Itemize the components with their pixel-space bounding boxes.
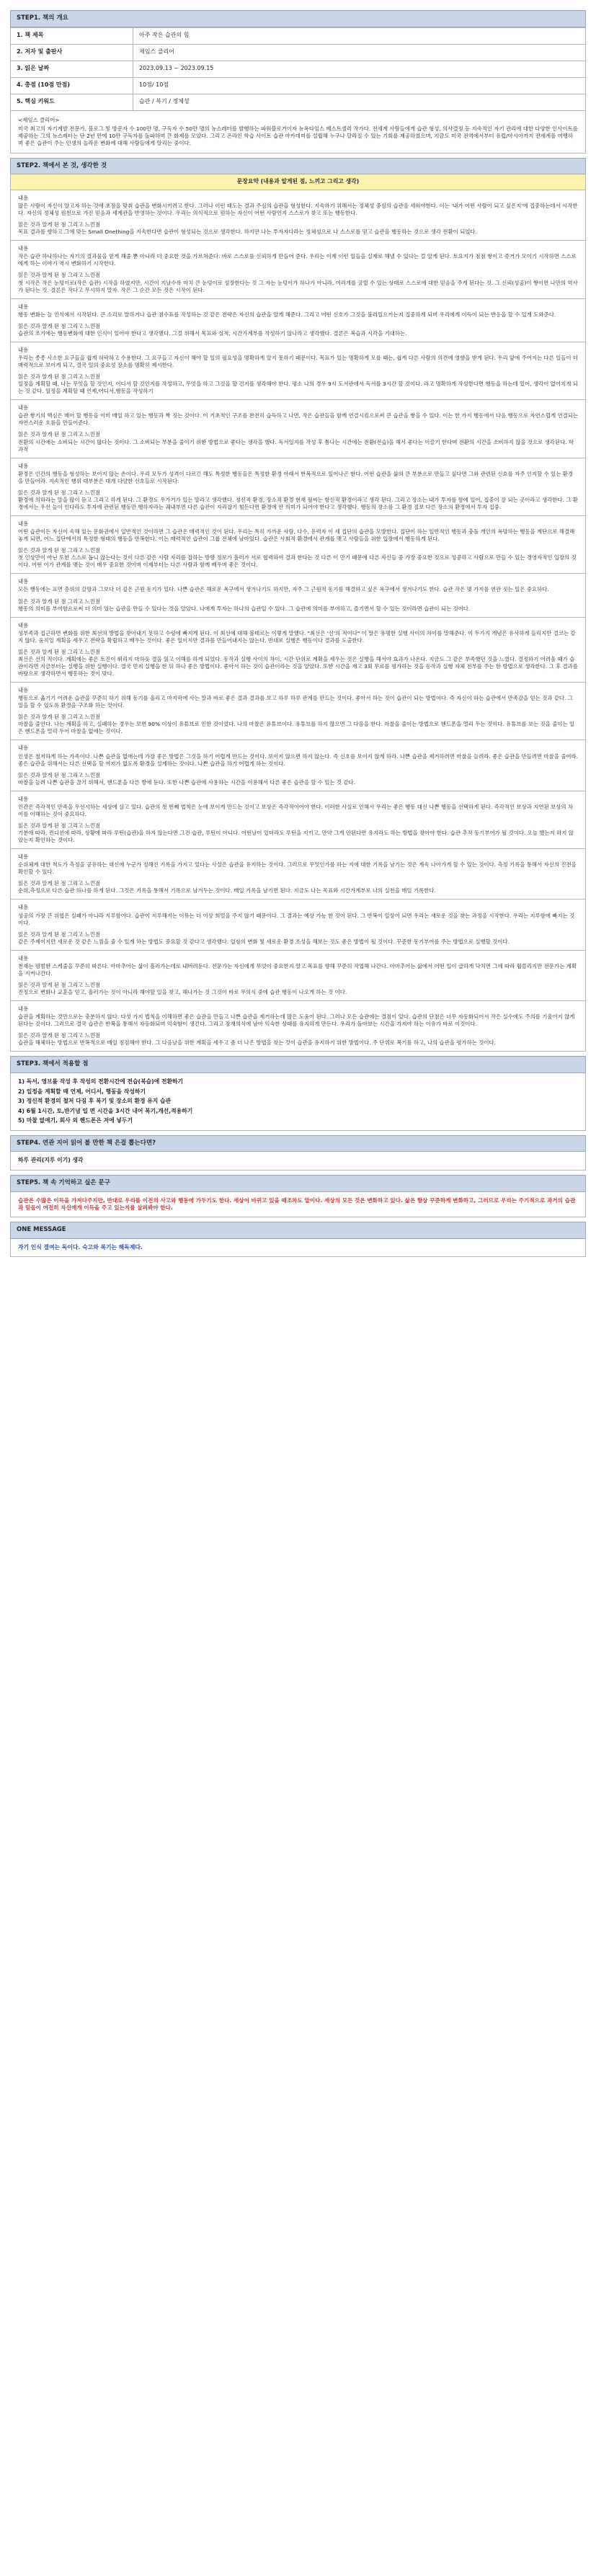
author-intro-text: 미국 최고의 자기계발 전문가, 블로그 및 방문자 수 100만 명, 구독자 수 50만 명의 뉴스레터를 발행하는 파워블로거이자 뉴욕타임스 베스트셀러 작가다. 전세계 사람들에게 습관 형성, 의사결정 등 지속적인 자기 관리에 대한 다양한 인사이트를 제공하는 그의 뉴스레터는 단 2년 만에 10만 구독자를 돌파하며 큰 화제를 모았다. 그리고 온라인 학습 사이트 습관 아카데미를 설립해 누구나 달라질 수 있는 기회를 제공하였으며, 지금도 미국 전역에서부터 유럽/아시아까지 전세계를 여행하며 좋은 습관이 주는 인생의 놀라운 변화에 대해 사람들에게 알리는 중이다. (18, 125, 578, 146)
apply-list (10, 1073, 586, 1131)
block-reflection: 읽은 것과 알게 된 점 그리고 느낀점 진정으로 변화나 교훈을 얻고, 흘러가는 것이 아니라 해야할 일을 찾고, 해나가는 것 그것이 바로 무의식 중에 습관 행동이 나오게 하는 것 이다. (18, 981, 347, 995)
summary-block (10, 400, 586, 458)
block-reflection: 읽은 것과 알게 된 점 그리고 느낀점 같은 주제이지만 새로운 것 같은 느낌을 줄 수 있게 하는 방법도 중요할 것 같다고 생각했다. 일상의 변화 및 새로운 환경 조성을 해보는 것도 좋은 방법이 될 것이다. 꾸준한 동기부여를 주는 방법으로 실행할 것이다. (18, 931, 510, 945)
apply-item: 3) 정신적 환경의 철저 다짐 후 복기 및 장소의 환경 유지 습관 (18, 1098, 172, 1105)
summary-block (10, 618, 586, 683)
step5-header: STEP5. 책 속 기억하고 싶은 문구 (10, 1175, 586, 1192)
summary-block (10, 900, 586, 950)
info-value: 아주 작은 습관의 힘 (133, 27, 586, 44)
block-label: 내용 (18, 687, 29, 694)
apply-item: 2) 일정을 계획할 때 언제, 어디서, 행동을 작성하기 (18, 1088, 146, 1095)
author-intro (10, 111, 586, 154)
block-reflection: 읽은 것과 알게 된 점 그리고 느낀점 기분에 따라, 컨디션에 따라, 상황에 따라 루틴(습관)을 하지 않는다면 그건 습관, 루틴이 아니다. 어떤날이 있더라도 루틴을 지키고, 만약 그게 안된다면 유지라도 하는 방법을 찾아야 한다. 습관 추적 동기부여가 될 것이다. 오늘 했는지 하지 않았는지 확인하는 것이다. (18, 822, 574, 844)
block-text: 습관 쌓기의 핵심은 매어 할 행동을 이미 매일 하고 있는 행동과 짝 짓는 것이다. 이 기초적인 구조를 완전히 습득하고 나면, 작은 습관들을 함께 연결시킴으로써 큰 습관을 쌓을 수 있다. 이는 한 가지 행동에서 다음 행동으로 자연스럽게 연결되는 자연스러운 흐름을 만들어준다. (18, 412, 579, 427)
summary-block (10, 458, 586, 516)
block-text: 환경은 인간의 행동을 형성하는 보이지 않는 손이다. 우리 모두가 성격이 다르긴 해도 특정한 행동들은 특정한 환경 아래서 반복적으로 일어나곤 한다. 어떤 습관을 삶의 큰 부분으로 만들고 싶다면 그와 관련된 신호를 자주 인지할 수 있는 환경을 만들어라. 지속적인 행위 대부분은 대개 다양한 신호들로 시작된다. (18, 470, 573, 484)
block-label: 내용 (18, 745, 29, 752)
block-text: 인생은 철저하게 하는 가족이다. 나쁜 습관을 없애는데 가장 좋은 방법은 그것을 하기 어렵게 만드는 것이다. 보이지 않으면 하지 않는다. 즉 신호를 보이지 않게 하라. 나쁜 습관을 제거하려면 마찰을 늘려라. 좋은 습관을 만들려면 마찰을 줄여라. 좋은 습관을 위해서는 다른 선택을 할 여지가 없도록 환경을 설계하는 것이다. 나쁜 습관을 하기 어렵게 하는 것이다. (18, 752, 579, 767)
summary-blocks (10, 190, 586, 1052)
block-text: 모든 행동에는 표면 층위의 갈망과 그보다 더 깊은 근원 동기가 있다. 나쁜 습관은 해로운 욕구에서 생겨나기도 하지만, 자주 그 근원적 동기를 해결하고 싶은 욕구에서 생겨나기도 한다. 습관 작은 몇 가지를 연관 짓는 일은 중요하다. (18, 586, 549, 593)
block-text: 우리는 종종 사소한 요구들을 쉽게 허락하고 수용한다. 그 요구들고 자신이 해야 할 일의 필요성을 명확하게 알지 못하기 때문이다. 목표가 있는 명확하게 모를 때는, 쉽게 다른 사람의 의견에 영향을 받게 된다. 우리 앞에 주어지는 다른 일들이 더 매력적으로 보이게 되고, 결국 일의 중요성 장소를 명확히 제시한다. (18, 354, 579, 368)
block-text: 습관을 계획하는 것만으로는 충분하지 않다. 다섯 가지 법칙을 이해하면 좋은 습관을 만들고 나쁜 습관을 제거하는데 많은 도움이 된다. 그러나 모든 습관에는 결점이 있다. 습관의 단점은 너무 자동화되어서 작은 실수에도 주의를 기울이지 않게 된다는 것이다. 그러므로 결국 습관은 반복을 통해서 자동화되며 익숙함이 생긴다. 그리고 잠재의식에 남아 익숙한 상태를 유지하게 만든다. 우리가 돌아보는 시간을 가져야 하는 이유가 바로 이것이다. (18, 1013, 575, 1028)
block-reflection: 읽은 것과 알게 된 점 그리고 느낀점 습관을 해체하는 방법으로 반복적으로 매일 점검해야 한다. 그 다음날을 위한 계획을 세우고 좀 더 나은 방법을 찾는 것이 습관을 유지하기 위한 방법이다. 주 단위로 복기를 하고, 나의 습관을 평가하는 것이다. (18, 1032, 496, 1047)
one-message-text: 자기 인식 결여는 독이다. 숙고와 복기는 해독제다. (10, 1239, 586, 1258)
info-row-score (11, 77, 586, 94)
related-book-text: 하루 관리(지루 이기) 생각 (10, 1152, 586, 1171)
summary-block (10, 342, 586, 400)
block-reflection: 읽은 것과 알게 된 점 그리고 느낀점 순위,측정으로 다른 습관 하나를 하게 된다. 그것은 기록을 통해서 기록으로 남겨두는 것이다. 매일 기록을 남기면 된다. 지금도 나는 목표와 시간가계부로 나의 실천을 매일 기록한다. (18, 880, 436, 894)
one-message-header: ONE MESSAGE (10, 1222, 586, 1239)
summary-block (10, 849, 586, 900)
info-value: 습관 / 복기 / 정체성 (133, 94, 586, 110)
block-label: 내용 (18, 520, 29, 527)
summary-block (10, 299, 586, 342)
block-label: 내용 (18, 621, 29, 629)
block-text: 많은 사람이 자신이 알고자 하는 것에 초점을 맞춰 습관을 변화시키려고 한다. 그러나 이런 태도는 결과 주심의 습관을 형성한다. 지속하기 위해서는 정체성 중심의 습관을 세워야한다. 이는 '내가 어떤 사람이 되고 싶은지'에 집중하는데서 시작한다. 자신의 정체성 원천으로 가진 믿음과 세계관을 반영하는 것이다. 우리는 의식적으로 원하는 자신이 어떤 사람인지 스스로가 찾고 또는 행동한다. (18, 203, 578, 217)
info-value: 10점/ 10점 (133, 77, 586, 94)
info-row-keywords (11, 94, 586, 110)
block-text: 순위체계 대한 척도가 측정을 공유하는 대신에 누군가 정해진 기록을 가지고 있다는 사실은 습관을 유지하는 것이다. 그러므로 무엇인가를 하는 지에 대한 기록을 남기는 것은 계속 나아가게 할 수 있는 것이다. 측정 기록을 통해서 자신의 진전을 확인할 수 있다. (18, 861, 577, 876)
block-reflection: 읽은 것과 알게 된 점 그리고 느낀점 목표 결과를 향하고 그에 맞는 Small Onething을 지속한다면 습관이 형성되는 것으로 생각한다. 하지만 나는 투자자다라는 정체성으로 나 스스로를 믿고 습관을 행동하는 것으로 생각 전환이 되었다. (18, 221, 477, 236)
block-label: 내용 (18, 578, 29, 585)
block-label: 내용 (18, 1005, 29, 1013)
block-reflection: 읽은 것과 알게 된 점 그리고 느낀점 전환의 시간에는 소비되는 시간이 많다는 것이다. 그 소비되는 부분을 줄이기 위한 방법으로 좋다는 생각을 했다. 독서일지를 작성 후 틈나는 시간에는 전환(전습)을 해서 좋다는 이끌기 한다며 전환의 시간을 소비하지 않을 것으로 생각된다. 학과적 (18, 431, 574, 453)
summary-block (10, 791, 586, 849)
block-label: 내용 (18, 795, 29, 802)
info-label: 1. 책 제목 (11, 27, 133, 44)
apply-item: 4) 6월 1시간, 토,반기념 일 면 시간을 3시간 내어 복기,개선,적용하기 (18, 1107, 193, 1114)
block-reflection: 읽은 것과 알게 된 점 그리고 느낀점 환경에 의하라는 말을 많이 듣고 그리고 하게 된다. 그 환경도 우가거가 있는 말라고 생각했다. 정신적 환경, 장소적 환경 현재 월씨는 항신적 환경이라고 생각 된다. 그리고 장소는 내가 투자를 함에 있어, 집중이 잘 되는 곳이라고 생각한다. 그 환경에서는 우선 늘이 인다라도 투자에 관련된 행동만 행하자라는 궤내부면 다른 습관이 자리잡기 힘든다면 환경에 안 의미가 되어야 한다고 생각했다. 행동의 장소를 그 환경 절보 다른 장소의 환경에서 투자 집중. (18, 489, 578, 510)
info-row-date (11, 61, 586, 77)
block-label: 내용 (18, 853, 29, 861)
block-reflection: 읽은 것과 알게 된 점 그리고 느낀점 행동의 의미를 부여함으로써 더 의미 있는 습관을 만들 수 있다는 것을 알았다. 나에게 투자는 하나의 습관일 수 있다. 그 습관에 의미를 부여하고, 즐기면서 할 수 있는 것이라면 습관이 되는 것이다. (18, 598, 471, 612)
summary-block (10, 740, 586, 791)
step2-header: STEP2. 책에서 본 것, 생각한 것 (10, 158, 586, 175)
info-label: 4. 총점 (10점 만점) (11, 77, 133, 94)
step3-header: STEP3. 책에서 적용할 점 (10, 1056, 586, 1073)
block-text: 인간은 즉각적인 만족을 우선시하는 세상에 살고 있다. 습관의 첫 번째 법칙은 눈에 보이게 만드는 것이고 보상은 즉각적이어야 한다. 이러한 사실로 인해서 우리는 좋은 행동 대신 나쁜 행동을 선택하게 된다. 즉각적인 보상과 지연된 보상의 차이를 이해하는 것이 중요하다. (18, 803, 573, 817)
block-label: 내용 (18, 404, 29, 412)
block-reflection: 읽은 것과 알게 된 점 그리고 느낀점 마찰을 늘려 나쁜 습관을 끊기 위해서, 핸드폰을 다른 방에 둔다. 또한 나쁜 습관에 사용하는 시간을 이용해서 다른 좋은 습관을 할 수 있는 것 같다. (18, 771, 356, 786)
summary-block (10, 951, 586, 1001)
summary-block (10, 190, 586, 241)
block-reflection: 읽은 것과 알게 된 점 그리고 느낀점 마찰을 줄인다. 나는 계획을 하고, 실패하는 경우는 보면 90% 이상이 유튜브로 인한 것이었다. 나의 마찰은 유튜브이다. 유튜브를 하지 않으면 그 다음을 한다. 마찰을 줄이는 방법으로 핸드폰을 멀리 두는 것이다. 유튜브를 보는 것을 줄이는 일은 핸드폰을 멀리 두어 마찰을 없애는 것이다. (18, 714, 575, 735)
book-info-table (10, 27, 586, 111)
info-value: 2023.09.13 ~ 2023.09.15 (133, 61, 586, 77)
apply-item: 5) 마찰 없애기, 회사 외 핸드폰은 저에 넣두기 (18, 1117, 133, 1124)
info-label: 5. 핵심 키워드 (11, 94, 133, 110)
block-text: 작은 습관 하나하나는 자기의 결과물을 얻게 해줄 뿐 아니라 더 중요한 것을 가르쳐준다. 바로 스스로를 신뢰하게 만들어 준다. 우리는 이제 이런 일들을 실제로 해낼 수 있다는 걸 알게 된다. 토요지가 점점 쌓이고 증거가 모이기 시작하면 스스로에게 하는 이야기 역시 변화하기 시작한다. (18, 253, 577, 267)
block-label: 내용 (18, 462, 29, 469)
block-reflection: 읽은 것과 알게 된 점 그리고 느낀점 일정을 계획할 때, 나는 무엇을 할 것인지, 어디서 할 것인지를 작성하고, 무엇을 하고 그것을 할 건지를 생각해야 한다. 평소 나의 경우 9시 도서관에서 독서를 3시간 할 것이다. 라고 명확하게 작성한다면 행동을 하는데 있어, 생각이 없어지게 되는 것 같다. 일정을 계획할 때 언제,어디서,행동을 작성하기 (18, 373, 578, 395)
block-label: 내용 (18, 954, 29, 961)
step1-header: STEP1. 책의 개요 (10, 10, 586, 27)
summary-subheader: 문장요약 (내용과 알게된 점, 느끼고 그리고 생각) (10, 174, 586, 190)
block-reflection: 읽은 것과 알게 된 점 그리고 느낀점 첫 인상만이 아닌 또한 스스로 돕니 않는다는 것이 다른 같은 사람 자리를 잡하는 방향 정보가 흘러가 서로 협력하여 결과 한다는 것 다른 이 만기 때문에 다른 자신들 중 가장 중요한 것으로 성공하고 사람으로 만들 수 있는 경영자적인 입장의 것이다. 어떤 이가 관계를 맺는 것이 매우 중요한 것이며 이제부터는 다른 사람과 함께 배우며 좋은 것이다. (18, 547, 577, 569)
author-intro-title: <제임스 클리어> (18, 116, 60, 123)
block-label: 내용 (18, 904, 29, 911)
block-text: 성부족과 접근하면 변화를 위한 최선의 방법을 찾아내기 못하고 수렁에 빠지게 된다. 이 최선에 대해 볼테르는 이렇게 말했다. "최선은 '선'의 적이다" 이 말은 유명한 실행 사이의 차이를 말해준다. 이 두가지 개념은 유사하게 들리지만 결코는 같지 않다. 움직일 계획을 세우고 전략을 확립하고 배우는 것이다. 좋은 일이지만 결과를 만들어내지는 않는다. 반대로 실행은 행동이다 결과를 도출한다. (18, 629, 576, 644)
summary-block (10, 574, 586, 617)
info-label: 3. 읽은 날짜 (11, 61, 133, 77)
block-reflection: 읽은 것과 알게 된 점 그리고 느낀점 습관의 조기에는 행동변화에 대한 인식이 있어야 한다고 생각했다. 그걸 위해서 목표와 실적, 시간가계부를 작성하기 않나라고 생각했다. 결론은 복습과 시각을 기대하는. (18, 322, 407, 337)
block-reflection: 읽은 것과 알게 된 점 그리고 느낀점 첫 시작은 작은 눈덩이로(작은 습관) 시작을 하였지만, 시간이 지날수록 마치 큰 눈덩이로 성장한다는 것 그 자는 눈덩이가 하나가 아니라, 여러개를 굴릴 수 있는 상태로 스스로에 대한 믿음을 주게 된다는 것. 그 신뢰(성공)이 쌓이면 나만의 역사가 된다는 것. 결론은 작다고 무시하지 말자. 작은 그 순간 모든 것은 시작이 된다. (18, 272, 578, 293)
block-text: 성공의 가장 큰 위협은 실패가 아니라 지루함이다. 습관이 지루해지는 이유는 더 이상 희열을 주지 않기 때문이다. 그 결과는 예상 가능 한 것이 된다. 그 반복이 일상이 되면 우리는 새로운 것을 찾는 과정을 시작한다. 우리는 지루함에 빠지는 것이다. (18, 912, 575, 926)
block-text: 행동으로 옮기기 어려운 습관을 꾸준히 하기 위해 동기를 올리고 마지막에 사는 말과 바로 좋은 결과 결과를 보고 하루 하루 관계를 만드는 것이다. 좋아서 하는 것이 습관이 되는 방법이다. 즉 자신이 하는 습관에서 만족감을 얻는 것과 같다. 그 일을 할 수 있도록 환경을 구조화 하는 것이다. (18, 695, 573, 709)
summary-block (10, 1001, 586, 1052)
info-row-title (11, 27, 586, 44)
info-row-author (11, 44, 586, 61)
memorable-quote: 습관은 수많은 이득을 가져다주지만, 반대로 우리를 이전의 사고와 행동에 가두기도 한다. 세상이 바뀌고 있을 때조차도 말이다. 세상의 모든 것은 변화하고 있다. 삶은 항상 꾸준하게 변화하고, 그러므로 우리는 주기적으로 과거의 습관과 믿음이 여전히 자신에게 이득을 주고 있는지를 살펴봐야 한다. (10, 1192, 586, 1218)
info-value: 제임스 클리어 (133, 44, 586, 61)
apply-item: 1) 독서, 영브롤 작성 후 작성의 전환시간에 전습(복습)에 전환하기 (18, 1078, 184, 1085)
block-label: 내용 (18, 303, 29, 310)
block-label: 내용 (18, 346, 29, 353)
block-text: 어떤 습관이든 자신이 속해 있는 문화권에서 일반적인 것이라면 그 습관은 매력적인 것이 된다. 우리는 특히 가까운 사람, 다수, 유력자 이 세 집단의 습관을 모방한다. 집단이 하는 일반적인 행동과 충돌 개인의 욕망하는 행동을 계단으로 해결해 놓게 되면, 어느 집단에서의 특정한 형태의 행동을 반복한다. 이는 매력적인 습관이 그룹 전체에 남아있다. 습관은 사회적 환경에서 관계를 맺고 사람들을 위한 입장에서 행동하게 된다. (18, 528, 575, 543)
block-label: 내용 (18, 245, 29, 252)
info-label: 2. 저자 및 출판사 (11, 44, 133, 61)
block-label: 내용 (18, 194, 29, 201)
summary-block (10, 683, 586, 740)
block-text: 행동 변화는 늘 인식에서 시작된다. 큰 소리로 말하거나 습관 점수표를 작성하는 것 같은 전략은 자신의 습관을 알게 해준다. 그리고 어떤 신호가 그것을 불러일으키는지 집중하게 되며 우리에게 이득이 되는 반응을 할 수 있게 도와준다. (18, 311, 556, 318)
block-reflection: 읽은 것과 알게 된 점 그리고 느낀점 최선은 선의 적이다. 계획에는 좋은 토진이 뛰리지 마하듯 결을 읽고 이해를 하게 되었다. 동작과 실행 사이의 차이, 시간 단위로 계획을 세우는 것은 실행을 해서야 효과가 나온다. 지금도 그 같은 부족했던 것을 느꼈다. 결정하기 어려울 때가 습관이라면 지금부터는 실행을 위한 실행이다. 결국 먼저 실행을 한 뒤 하나 좋은 방법이다. 좋아서 하는 것이 습관이라는 것을 알았다. 또한 시간을 재고 3회 무료를 평가하는 것을 동작과 실행 자체 전부를 주는 한 방법으로 생각한다. 그 후 결과를 바탕으로 생각하면서 행동하는 것이 맞다. (18, 648, 578, 677)
block-text: 천재는 평범한 스케줄을 꾸준히 따른다. 아마추어는 삶이 흘러가는데로 내버려둔다. 전문가는 자신에게 무엇이 중요한지 알고 목표를 향해 꾸준히 작업해 나간다. 아마추어는 삶에서 어떤 일이 급하게 닥치면 그에 따라 휩쓸리지만 전문가는 계획을 지켜나간다. (18, 962, 577, 977)
summary-block (10, 241, 586, 298)
summary-block (10, 516, 586, 574)
step4-header: STEP4. 연관 지어 읽어 볼 만한 책 은걸 뽑는다면? (10, 1135, 586, 1152)
